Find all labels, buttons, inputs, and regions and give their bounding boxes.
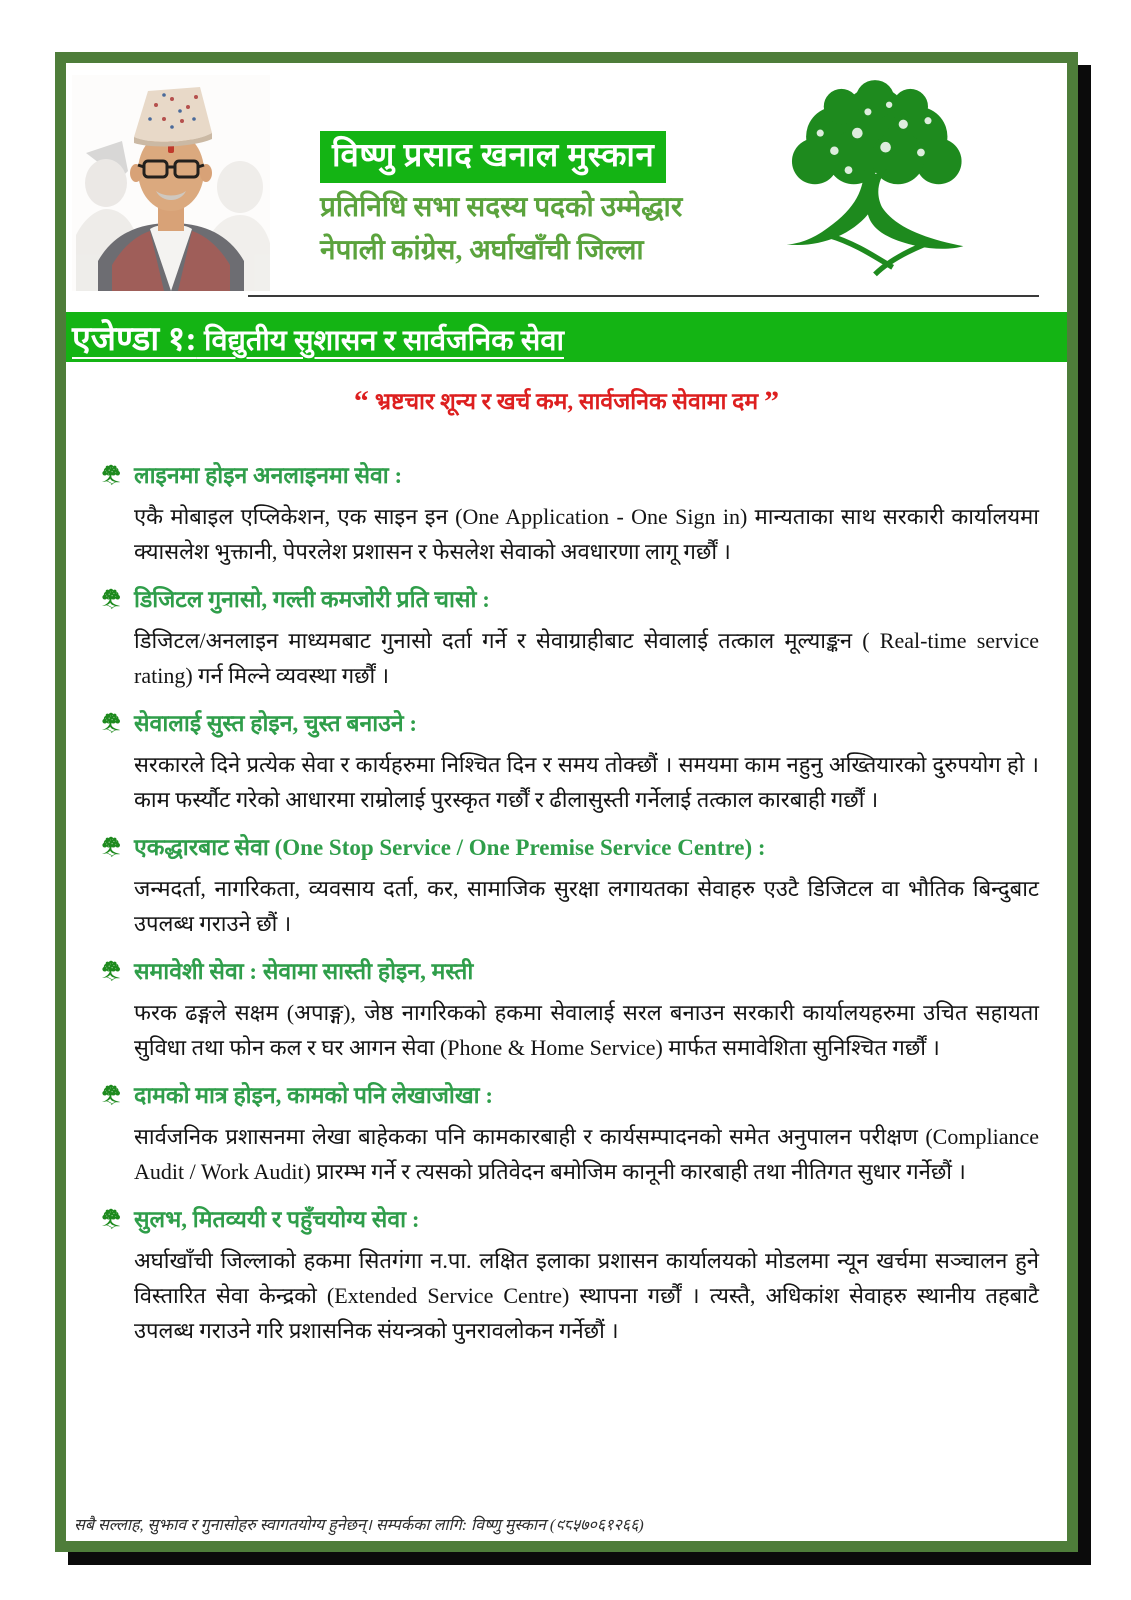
agenda-item [106,831,1039,941]
header-text-block [320,131,682,269]
item-heading-row [106,707,1039,741]
agenda-banner [66,312,1067,362]
tree-icon [769,73,981,285]
candidate-portrait-image [72,75,270,291]
item-heading-row [106,1079,1039,1113]
item-heading: सुलभ, मितव्ययी र पहुँचयोग्य सेवा : [134,1207,420,1232]
item-heading-row [106,583,1039,617]
item-body: सार्वजनिक प्रशासनमा लेखा बाहेकका पनि कामकारबाही र कार्यसम्पादनको समेत अनुपालन परीक्षण (Compliance Audit / Work Audit) प्रारम्भ गर्ने र त्यसको प्रतिवेदन बमोजिम कानूनी कारबाही तथा नीतिगत सुधार गर्नेछौं । [134,1124,1039,1184]
item-heading-row [106,955,1039,989]
item-body: सरकारले दिने प्रत्येक सेवा र कार्यहरुमा निश्चित दिन र समय तोक्छौं । समयमा काम नहुनु अख्तियारको दुरुपयोग हो । काम फर्स्यौट गरेको आधारमा राम्रोलाई पुरस्कृत गर्छौं र ढीलासुस्ती गर्नेलाई तत्काल कारबाही गर्छौं । [134,752,1039,812]
item-body: एकै मोबाइल एप्लिकेशन, एक साइन इन (One Application - One Sign in) मान्यताका साथ सरकारी कार्यालयमा क्यासलेश भुक्तानी, पेपरलेश प्रशासन र फेसलेश सेवाको अवधारणा लागू गर्छौं । [134,504,1039,564]
tree-bullet-icon [100,1207,122,1231]
item-body: अर्घाखाँची जिल्लाको हकमा सितगंगा न.पा. लक्षित इलाका प्रशासन कार्यालयको मोडलमा न्यून खर्चमा सञ्चालन हुने विस्तारित सेवा केन्द्रको (Extended Service Centre) स्थापना गर्छौं । त्यस्तै, अधिकांश सेवाहरु स्थानीय तहबाटै उपलब्ध गराउने गरि प्रशासनिक संयन्त्रको पुनरावलोकन गर्नेछौं । [134,1248,1039,1343]
candidate-position: प्रतिनिधि सभा सदस्य पदको उम्मेद्धार [320,192,683,223]
agenda-item [106,1079,1039,1189]
item-heading-row [106,831,1039,865]
header [66,63,1067,297]
candidate-photo [72,75,270,291]
item-heading-row [106,1203,1039,1237]
tree-bullet-icon [100,959,122,983]
item-body: डिजिटल/अनलाइन माध्यमबाट गुनासो दर्ता गर्ने र सेवाग्राहीबाट सेवालाई तत्काल मूल्याङ्कन ( Real-time service rating) गर्न मिल्ने व्यवस्था गर्छौं । [134,628,1039,688]
close-quote-mark: ” [764,385,780,418]
item-body: फरक ढङ्गले सक्षम (अपाङ्ग), जेष्ठ नागरिकको हकमा सेवालाई सरल बनाउन सरकारी कार्यालयहरुमा उचित सहायता सुविधा तथा फोन कल र घर आगन सेवा (Phone & Home Service) मार्फत समावेशिता सुनिश्चित गर्छौं । [134,1000,1039,1060]
tree-bullet-icon [100,463,122,487]
slogan-quote [66,384,1067,419]
item-heading: सेवालाई सुस्त होइन, चुस्त बनाउने : [134,711,418,736]
agenda-number: एजेण्डा १: [72,321,197,358]
page-frame [55,52,1078,1552]
agenda-item [106,955,1039,1065]
item-heading: लाइनमा होइन अनलाइनमा सेवा : [134,463,403,488]
agenda-item [106,707,1039,817]
agenda-item [106,583,1039,693]
item-heading: समावेशी सेवा : सेवामा सास्ती होइन, मस्ती [134,959,474,984]
agenda-item [106,1203,1039,1348]
tree-bullet-icon [100,711,122,735]
party-tree-logo [769,73,981,285]
agenda-item-list [66,419,1067,1348]
tree-bullet-icon [100,835,122,859]
candidate-party-district: नेपाली कांग्रेस, अर्घाखाँची जिल्ला [320,235,644,266]
agenda-item [106,459,1039,569]
slogan-text: भ्रष्टचार शून्य र खर्च कम, सार्वजनिक सेवामा दम [374,389,759,414]
header-divider [248,295,1039,297]
item-heading: दामको मात्र होइन, कामको पनि लेखाजोखा : [134,1083,494,1108]
item-heading: डिजिटल गुनासो, गल्ती कमजोरी प्रति चासो : [134,587,490,612]
open-quote-mark: “ [353,385,369,418]
contact-footer-note: सबै सल्लाह, सुझाव र गुनासोहरु स्वागतयोग्य हुनेछन्। सम्पर्कका लागि: विष्णु मुस्कान (९८५७०६१२६६) [74,1517,644,1534]
agenda-title: विद्युतीय सुशासन र सार्वजनिक सेवा [196,325,564,357]
item-body: जन्मदर्ता, नागरिकता, व्यवसाय दर्ता, कर, सामाजिक सुरक्षा लगायतका सेवाहरु एउटै डिजिटल वा भौतिक बिन्दुबाट उपलब्ध गराउने छौं । [134,876,1039,936]
item-heading-row [106,459,1039,493]
tree-bullet-icon [100,1083,122,1107]
tree-bullet-icon [100,587,122,611]
agenda-banner-text [72,314,564,360]
item-heading: एकद्धारबाट सेवा (One Stop Service / One Premise Service Centre) : [134,835,766,860]
candidate-name: विष्णु प्रसाद खनाल मुस्कान [320,131,666,183]
